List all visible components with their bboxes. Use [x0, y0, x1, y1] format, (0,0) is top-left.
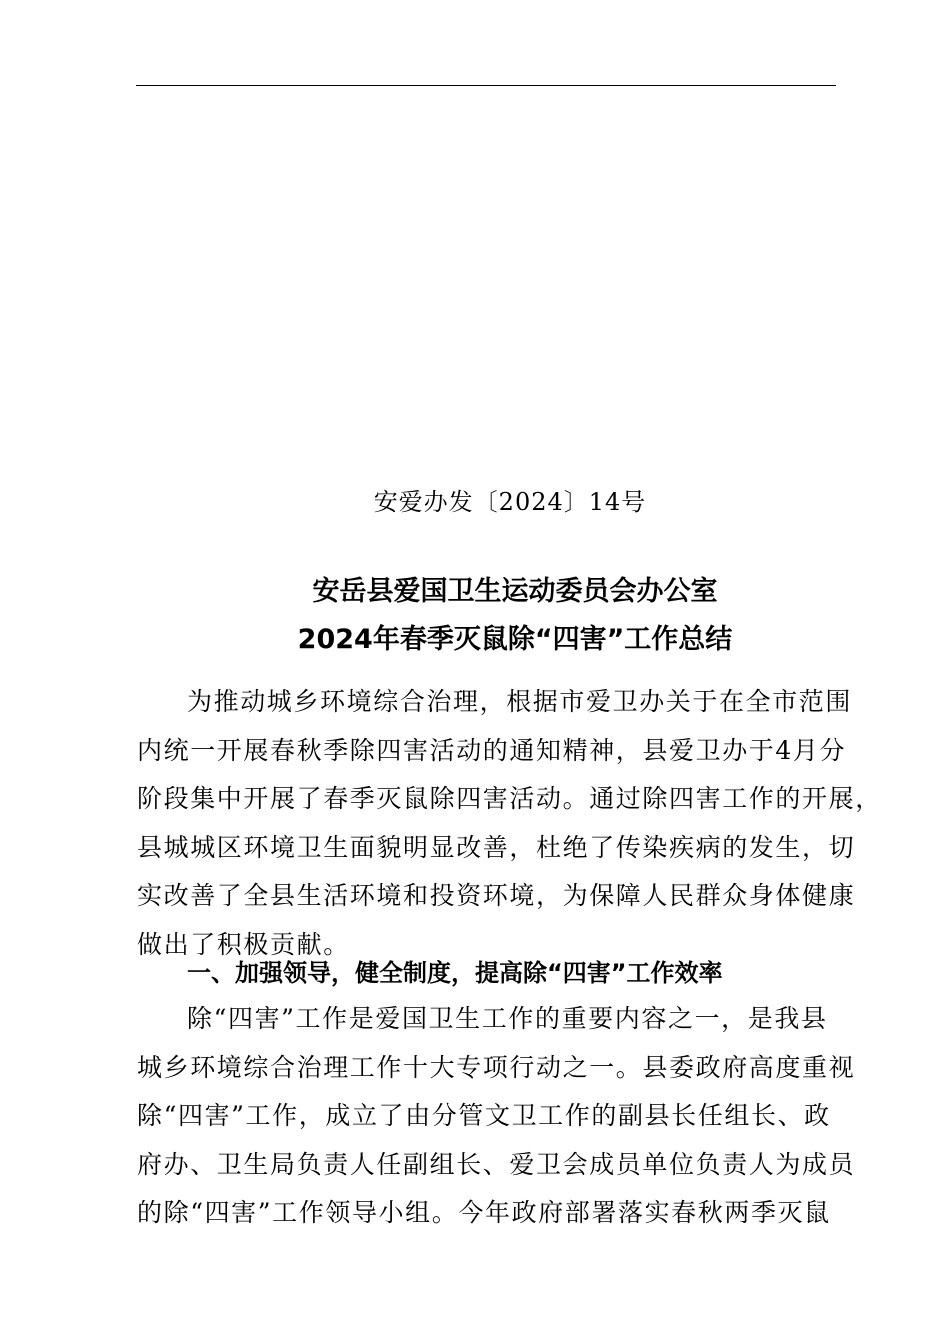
header-rule: [136, 85, 836, 86]
paragraph-line: 府办、卫生局负责人任副组长、爱卫会成员单位负责人为成员: [137, 1149, 856, 1179]
paragraph-line: 内统一开展春秋季除四害活动的通知精神，县爱卫办于4月分: [137, 735, 847, 765]
document-number: 安爱办发〔2024〕14号: [373, 488, 647, 516]
paragraph-line: 实改善了全县生活环境和投资环境，为保障人民群众身体健康: [137, 881, 856, 910]
paragraph-line: 的除“四害”工作领导小组。今年政府部署落实春秋两季灭鼠: [137, 1198, 831, 1227]
paragraph-intro: [137, 678, 882, 969]
paragraph-line: 做出了积极贡献。: [137, 929, 350, 959]
paragraph-line: 除“四害”工作，成立了由分管文卫工作的副县长任组长、政: [137, 1101, 831, 1130]
paragraph-line: 县城城区环境卫生面貌明显改善，杜绝了传染疾病的发生，切: [137, 832, 856, 862]
paragraph-line: 除“四害”工作是爱国卫生工作的重要内容之一，是我县: [187, 1004, 828, 1033]
paragraph-line: 城乡环境综合治理工作十大专项行动之一。县委政府高度重视: [137, 1052, 856, 1082]
document-title-line-1: 安岳县爱国卫生运动委员会办公室: [312, 576, 718, 607]
paragraph-section-1: [137, 995, 856, 1238]
paragraph-line: 为推动城乡环境综合治理，根据市爱卫办关于在全市范围: [187, 687, 853, 716]
document-title-line-2: 2024年春季灭鼠除“四害”工作总结: [297, 624, 733, 655]
paragraph-line: 阶段集中开展了春季灭鼠除四害活动。通过除四害工作的开展，: [137, 784, 882, 813]
section-heading-1: 一、加强领导，健全制度，提高除“四害”工作效率: [187, 959, 723, 987]
